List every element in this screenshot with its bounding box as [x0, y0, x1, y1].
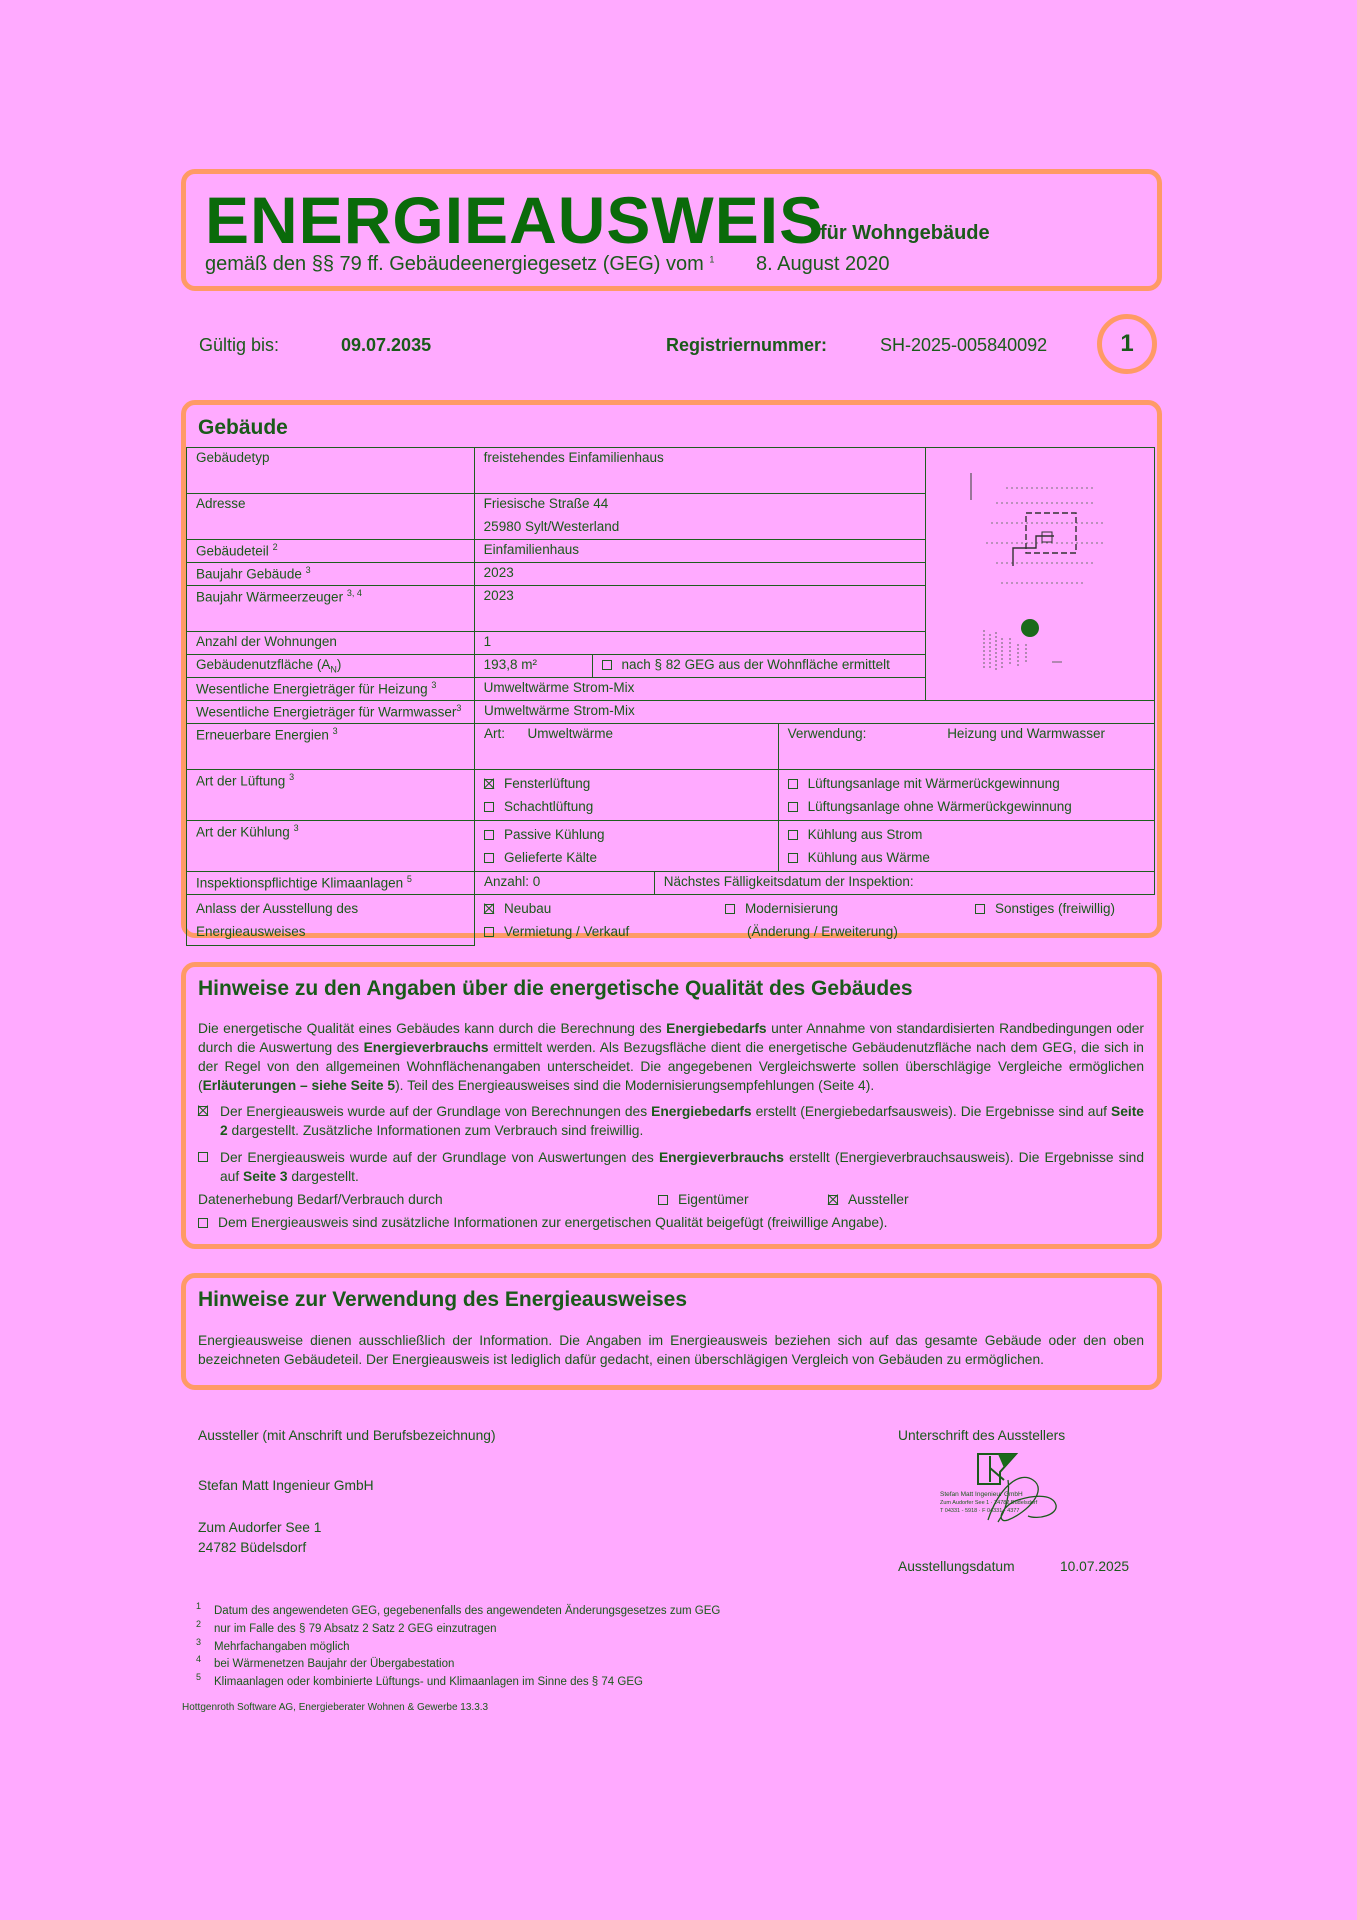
reason-new-checkbox[interactable] — [484, 904, 494, 914]
footnote-ref: 3 — [289, 772, 295, 782]
cooling-option-electric[interactable] — [788, 823, 1145, 846]
reason-rent-checkbox[interactable] — [484, 927, 494, 937]
quality-text: Die energetische Qualität eines Gebäudes kann durch die Berechnung des — [198, 1021, 667, 1036]
software-credit: Hottgenroth Software AG, Energieberater Wohnen & Gewerbe 13.3.3 — [182, 1702, 489, 1713]
units-label: Anzahl der Wohnungen — [187, 632, 475, 655]
renewable-label-text: Erneuerbare Energien — [196, 727, 329, 743]
area-label — [187, 655, 475, 678]
cooling-option-passive[interactable] — [484, 823, 769, 846]
footnote-2 — [196, 1618, 896, 1636]
units-value: 1 — [474, 632, 925, 655]
footnote-ref: 1 — [709, 254, 715, 265]
stamp-line2: Zum Audorfer See 1 · 24782 Büdelsdorf — [940, 1500, 1038, 1506]
usage-text: Energieausweise dienen ausschließlich der Information. Die Angaben im Energieausweis beziehen sich auf das gesamte Gebäude oder den oben bezeichneten Gebäudeteil. Der Energieausweis ist lediglich dafür gedacht, einen überschlägigen Vergleich von Gebäuden zu ermöglichen. — [198, 1333, 1144, 1367]
reason-option-modernisation-note: (Änderung / Erweiterung) — [746, 924, 898, 939]
ac-next-inspection: Nächstes Fälligkeitsdatum der Inspektion: — [654, 872, 1154, 895]
ventilation-option-without-recovery[interactable] — [788, 795, 1145, 818]
renewable-label — [187, 724, 475, 770]
area-value: 193,8 m² — [474, 655, 592, 678]
reason-other-checkbox[interactable] — [975, 904, 985, 914]
footnote-text: Mehrfachangaben möglich — [214, 1640, 350, 1653]
footnote-ref: 2 — [272, 542, 278, 552]
usage-section-title: Hinweise zur Verwendung des Energieausweises — [198, 1288, 688, 1311]
reason-option-other-text: Sonstiges (freiwillig) — [994, 901, 1116, 916]
page-number: 1 — [1120, 330, 1134, 357]
cooling-label — [187, 821, 475, 872]
building-part-label-text: Gebäudeteil — [196, 543, 269, 559]
heating-carrier-label — [187, 678, 475, 701]
reason-option-new-text: Neubau — [503, 901, 552, 916]
quality-text-bold: Energiebedarfs — [666, 1021, 767, 1036]
demand-text: Der Energieausweis wurde auf der Grundlage von Berechnungen des — [220, 1104, 652, 1119]
issue-date-label: Ausstellungsdatum — [898, 1559, 1015, 1574]
reason-option-modernisation[interactable] — [725, 897, 838, 920]
area-label-sub: N — [330, 664, 337, 675]
reason-option-new[interactable] — [484, 897, 551, 920]
cooling-option-delivered-text: Gelieferte Kälte — [503, 850, 598, 865]
ventilation-without-recovery-checkbox[interactable] — [788, 802, 798, 812]
footnote-5 — [196, 1671, 896, 1689]
survey-issuer-checkbox[interactable] — [828, 1195, 838, 1205]
legal-basis — [205, 253, 714, 276]
valid-until-value: 09.07.2035 — [341, 335, 432, 355]
heater-year-value: 2023 — [474, 586, 925, 632]
reason-modernisation-checkbox[interactable] — [725, 904, 735, 914]
reason-label-line2: Energieausweises — [196, 924, 306, 939]
reason-option-other[interactable] — [975, 897, 1115, 920]
area-label-text: Gebäudenutzfläche (A — [196, 657, 331, 672]
renewable-use — [778, 724, 1154, 770]
address-label: Adresse — [187, 494, 475, 517]
renewable-type — [474, 724, 778, 770]
renewable-type-label: Art: — [483, 726, 505, 741]
area-option-checkbox[interactable] — [602, 660, 612, 670]
quality-text-bold: Erläuterungen – siehe Seite 5 — [202, 1078, 396, 1093]
heating-carrier-label-text: Wesentliche Energieträger für Heizung — [196, 681, 428, 697]
renewable-use-value: Heizung und Warmwasser — [947, 726, 1105, 741]
cooling-delivered-checkbox[interactable] — [484, 853, 494, 863]
consumption-based-option[interactable] — [198, 1148, 1144, 1186]
footnote-ref: 3, 4 — [346, 588, 362, 598]
page-number-badge — [1097, 314, 1157, 374]
building-table — [186, 447, 1155, 701]
hotwater-carrier-label-text: Wesentliche Energieträger für Warmwasser — [196, 704, 457, 720]
renewable-type-value: Umweltwärme — [527, 726, 614, 741]
year-value: 2023 — [474, 563, 925, 586]
footnote-text: Datum des angewendeten GEG, gegebenenfalls des angewendeten Änderungsgesetzes zum GEG — [214, 1604, 721, 1617]
cooling-heat-checkbox[interactable] — [788, 853, 798, 863]
consumption-text: Der Energieausweis wurde auf der Grundlage von Auswertungen des — [220, 1150, 659, 1165]
survey-label: Datenerhebung Bedarf/Verbrauch durch — [198, 1192, 443, 1207]
ac-label — [187, 872, 475, 895]
cooling-label-text: Art der Kühlung — [196, 824, 290, 840]
quality-text: ). Teil des Energieausweises sind die Modernisierungsempfehlungen (Seite 4). — [395, 1078, 875, 1093]
building-type-label: Gebäudetyp — [187, 448, 475, 494]
demand-text-bold: Seite 2 — [220, 1104, 1144, 1138]
survey-option-issuer-text: Aussteller — [848, 1192, 909, 1207]
reason-options — [474, 895, 1154, 946]
renewable-use-label: Verwendung: — [787, 726, 867, 741]
consumption-text: erstellt (Energieverbrauchsausweis). Die Ergebnisse sind auf — [220, 1150, 1144, 1184]
quality-paragraph — [198, 1019, 1144, 1095]
footnote-text: Klimaanlagen oder kombinierte Lüftungs- und Klimaanlagen im Sinne des § 74 GEG — [214, 1676, 643, 1689]
address-line2: 25980 Sylt/Westerland — [474, 517, 925, 540]
heater-year-label-text: Baujahr Wärmeerzeuger — [196, 589, 344, 605]
year-label — [187, 563, 475, 586]
cooling-option-passive-text: Passive Kühlung — [503, 827, 605, 842]
additional-info-text: Dem Energieausweis sind zusätzliche Informationen zur energetischen Qualität beigefügt (freiwillige Angabe). — [218, 1215, 888, 1230]
footnote-3 — [196, 1636, 896, 1654]
building-photo-cell — [925, 448, 1154, 701]
legal-basis-date: 8. August 2020 — [756, 253, 890, 275]
reason-option-rent-text: Vermietung / Verkauf — [503, 924, 630, 939]
survey-option-owner-text: Eigentümer — [678, 1192, 749, 1207]
year-label-text: Baujahr Gebäude — [196, 566, 302, 582]
footnote-ref: 3 — [431, 680, 437, 690]
footnotes — [196, 1600, 896, 1689]
cooling-option-heat-text: Kühlung aus Wärme — [807, 850, 930, 865]
footnote-text: nur im Falle des § 79 Absatz 2 Satz 2 GEG einzutragen — [214, 1622, 497, 1635]
ventilation-label — [187, 770, 475, 821]
quality-section-title: Hinweise zu den Angaben über die energetische Qualität des Gebäudes — [198, 977, 913, 1000]
issuer-name: Stefan Matt Ingenieur GmbH — [198, 1478, 374, 1493]
stamp-line1: Stefan Matt Ingenieur GmbH — [940, 1491, 1023, 1498]
footnote-ref: 5 — [406, 874, 412, 884]
additional-info-checkbox[interactable] — [198, 1218, 208, 1228]
heater-year-label — [187, 586, 475, 632]
building-photo — [926, 448, 1152, 676]
quality-text: ermittelt werden. Als Bezugsfläche dient die energetische Gebäudenutzfläche nach dem GEG, die sich in der Regel von den allgemeinen Wohnflächenangaben unterscheidet. Die angegebenen Vergleichswerte sollen überschlägige Vergleiche ermöglichen ( — [198, 1040, 1144, 1093]
building-part-value: Einfamilienhaus — [474, 540, 925, 563]
reason-label — [187, 895, 475, 946]
legal-basis-text: gemäß den §§ 79 ff. Gebäudeenergiegesetz (GEG) vom — [205, 253, 704, 275]
ventilation-option-with-recovery[interactable] — [788, 772, 1145, 795]
consumption-text: dargestellt. — [287, 1169, 359, 1184]
cooling-electric-checkbox[interactable] — [788, 830, 798, 840]
area-option-text: nach § 82 GEG aus der Wohnfläche ermittelt — [621, 657, 890, 672]
issuer-stamp-signature — [938, 1450, 1068, 1552]
footnote-ref: 3 — [456, 703, 462, 713]
issue-date-value: 10.07.2025 — [1060, 1559, 1130, 1574]
document-subtitle: für Wohngebäude — [820, 222, 990, 244]
quality-text-bold: Energieverbrauchs — [363, 1040, 489, 1055]
ventilation-option-window-text: Fensterlüftung — [503, 776, 591, 791]
reason-label-line1: Anlass der Ausstellung des — [196, 901, 359, 916]
document-title: ENERGIEAUSWEIS — [205, 183, 825, 257]
building-section-title: Gebäude — [198, 416, 288, 439]
ventilation-option-shaft-text: Schachtlüftung — [503, 799, 594, 814]
cooling-options-left — [474, 821, 778, 872]
signature-label: Unterschrift des Ausstellers — [898, 1428, 1066, 1443]
ac-count: Anzahl: 0 — [474, 872, 654, 895]
building-table-lower — [186, 700, 1155, 946]
ventilation-window-checkbox[interactable] — [484, 779, 494, 789]
consumption-based-checkbox[interactable] — [198, 1152, 208, 1162]
ventilation-option-with-recovery-text: Lüftungsanlage mit Wärmerückgewinnung — [807, 776, 1060, 791]
additional-info-option[interactable] — [198, 1213, 888, 1232]
footnote-number: 4 — [196, 1654, 202, 1665]
footnote-4 — [196, 1653, 896, 1671]
demand-text-bold: Energiebedarfs — [651, 1104, 752, 1119]
ventilation-option-window[interactable] — [484, 772, 769, 795]
building-type-value: freistehendes Einfamilienhaus — [474, 448, 925, 494]
cooling-option-electric-text: Kühlung aus Strom — [807, 827, 923, 842]
reason-option-modernisation-text: Modernisierung — [744, 901, 839, 916]
cooling-option-heat[interactable] — [788, 846, 1145, 869]
demand-text: erstellt (Energiebedarfsausweis). Die Ergebnisse sind auf — [751, 1104, 1111, 1119]
registration-value: SH-2025-005840092 — [880, 335, 1048, 355]
footnote-text: bei Wärmenetzen Baujahr der Übergabestation — [214, 1658, 455, 1671]
footnote-ref: 3 — [305, 565, 311, 575]
area-option[interactable] — [592, 655, 925, 678]
building-part-label — [187, 540, 475, 563]
area-label-end: ) — [336, 657, 342, 672]
footnote-number: 1 — [196, 1601, 202, 1611]
footnote-number: 5 — [196, 1672, 202, 1683]
consumption-text-bold: Seite 3 — [243, 1169, 288, 1184]
survey-option-owner[interactable] — [658, 1190, 749, 1209]
issuer-city: 24782 Büdelsdorf — [198, 1540, 307, 1555]
registration-label: Registriernummer: — [666, 335, 828, 355]
consumption-text-bold: Energieverbrauchs — [658, 1150, 784, 1165]
valid-until-label: Gültig bis: — [199, 335, 280, 355]
survey-owner-checkbox[interactable] — [658, 1195, 668, 1205]
survey-option-issuer[interactable] — [828, 1190, 909, 1209]
ventilation-with-recovery-checkbox[interactable] — [788, 779, 798, 789]
issuer-street: Zum Audorfer See 1 — [198, 1520, 322, 1535]
reason-option-rent[interactable] — [484, 920, 629, 943]
hotwater-carrier-value: Umweltwärme Strom-Mix — [474, 701, 1154, 724]
hotwater-carrier-label — [187, 701, 475, 724]
footnote-ref: 3 — [332, 726, 338, 736]
demand-based-option[interactable] — [198, 1102, 1144, 1140]
stamp-line3: T 04331 - 5918 · F 04331 - 4377 — [940, 1508, 1020, 1514]
footnote-number: 2 — [196, 1618, 202, 1629]
ac-label-text: Inspektionspflichtige Klimaanlagen — [196, 875, 404, 891]
quality-text: unter Annahme von standardisierten Randbedingungen oder durch die Auswertung des — [198, 1021, 1144, 1055]
ventilation-options-right — [778, 770, 1154, 821]
demand-text: dargestellt. Zusätzliche Informationen zum Verbrauch sind freiwillig. — [227, 1123, 644, 1138]
footnote-ref: 3 — [293, 823, 299, 833]
ventilation-label-text: Art der Lüftung — [196, 773, 286, 789]
footnote-number: 3 — [196, 1636, 202, 1647]
cooling-passive-checkbox[interactable] — [484, 830, 494, 840]
issuer-label: Aussteller (mit Anschrift und Berufsbezeichnung) — [198, 1428, 496, 1443]
ventilation-option-without-recovery-text: Lüftungsanlage ohne Wärmerückgewinnung — [807, 799, 1072, 814]
ventilation-options-left — [474, 770, 778, 821]
cooling-options-right — [778, 821, 1154, 872]
ventilation-option-shaft[interactable] — [484, 795, 769, 818]
address-line1: Friesische Straße 44 — [474, 494, 925, 517]
ventilation-shaft-checkbox[interactable] — [484, 802, 494, 812]
footnote-1 — [196, 1600, 896, 1618]
cooling-option-delivered[interactable] — [484, 846, 769, 869]
heating-carrier-value: Umweltwärme Strom-Mix — [474, 678, 1154, 701]
demand-based-checkbox[interactable] — [198, 1106, 208, 1116]
